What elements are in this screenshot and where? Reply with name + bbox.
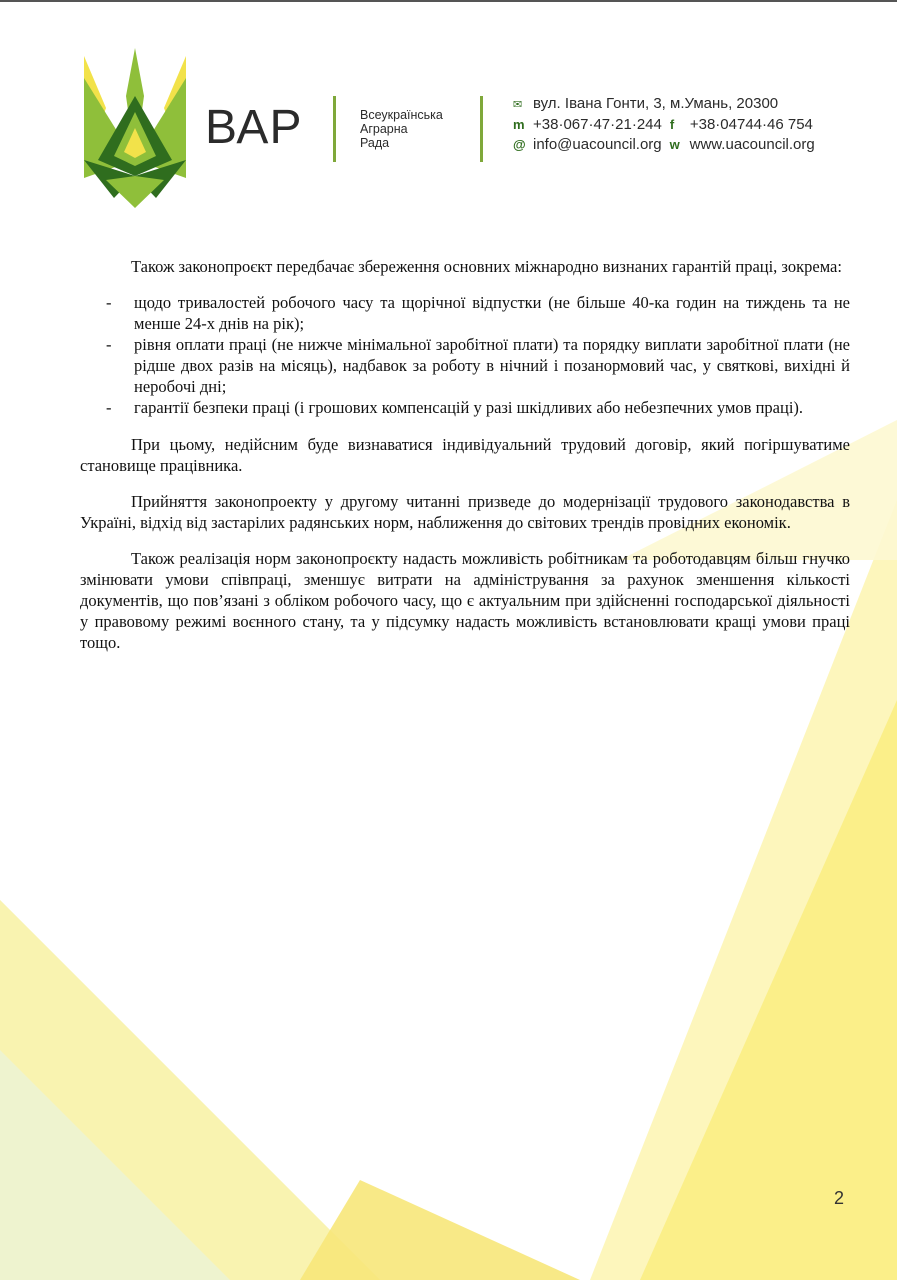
mobile-number: +38·067·47·21·244 [533, 116, 662, 133]
paragraph-adoption: Прийняття законопроекту у другому читанні призведе до модернізації трудового законодавства в Україні, відхід від застарілих радянських норм, наближення до світових трендів провідних економік. [80, 492, 850, 532]
divider-right [480, 96, 483, 162]
contact-block [513, 94, 815, 155]
bg-yellow-bottom [300, 1180, 580, 1280]
brand-name: ВАР [205, 101, 303, 154]
org-line-3: Рада [360, 136, 390, 150]
guarantees-list [80, 292, 850, 418]
online-row [513, 135, 815, 155]
fax-prefix: f [669, 117, 675, 132]
letterhead [0, 0, 897, 230]
address-row [513, 94, 815, 115]
list-dash: - [106, 335, 112, 354]
fax-number: +38·04744·46 754 [689, 116, 813, 133]
mobile-prefix: m [513, 117, 525, 132]
website-link[interactable]: www.uacouncil.org [689, 136, 815, 153]
paragraph-guarantees: Також законопроєкт передбачає збереження основних міжнародно визнаних гарантій праці, зокрема: [131, 257, 842, 276]
org-line-2: Аграрна [360, 122, 408, 136]
org-line-1: Всеукраїнська [360, 108, 443, 122]
document-body [80, 256, 850, 668]
email-link[interactable]: info@uacouncil.org [533, 136, 662, 153]
envelope-icon: ✉ [513, 99, 523, 111]
address-text: вул. Івана Гонти, 3, м.Умань, 20300 [533, 95, 779, 112]
divider-left [333, 96, 336, 162]
page-number: 2 [834, 1188, 845, 1208]
paragraph-contract: При цьому, недійсним буде визнаватися індивідуальний трудовий договір, який погіршуватиме становище працівника. [80, 435, 850, 475]
list-dash: - [106, 398, 112, 417]
trident-logo-icon [84, 48, 186, 208]
phone-row [513, 115, 815, 135]
organization-name [360, 108, 443, 150]
list-item [80, 397, 850, 418]
list-item [80, 334, 850, 397]
list-item-text: рівня оплати праці (не нижче мінімальної заробітної плати) та порядку виплати заробітної плати (не рідше двох разів на місяць), надбавок за роботу в нічний і позанормовий час, у святкові, вихідні й неробочі дні; [134, 335, 850, 396]
list-item-text: щодо тривалостей робочого часу та щорічної відпустки (не більше 40-ка годин на тиждень та не менше 24-х днів на рік); [134, 293, 850, 333]
list-dash: - [106, 293, 112, 312]
list-item-text: гарантії безпеки праці (і грошових компенсацій у разі шкідливих або небезпечних умов праці). [134, 398, 804, 417]
paragraph-implementation: Також реалізація норм законопроєкту надасть можливість робітникам та роботодавцям більш гнучко змінювати умови співпраці, зменшує витрати на адміністрування за рахунок зменшення кількості документів, що пов’язані з обліком робочого часу, що є актуальним при здійсненні господарської діяльності у правовому режимі воєнного стану, та у підсумку надасть можливість встановлювати кращі умови праці тощо. [80, 549, 850, 652]
web-prefix: w [669, 137, 680, 152]
list-item [80, 292, 850, 334]
email-prefix: @ [513, 137, 526, 152]
